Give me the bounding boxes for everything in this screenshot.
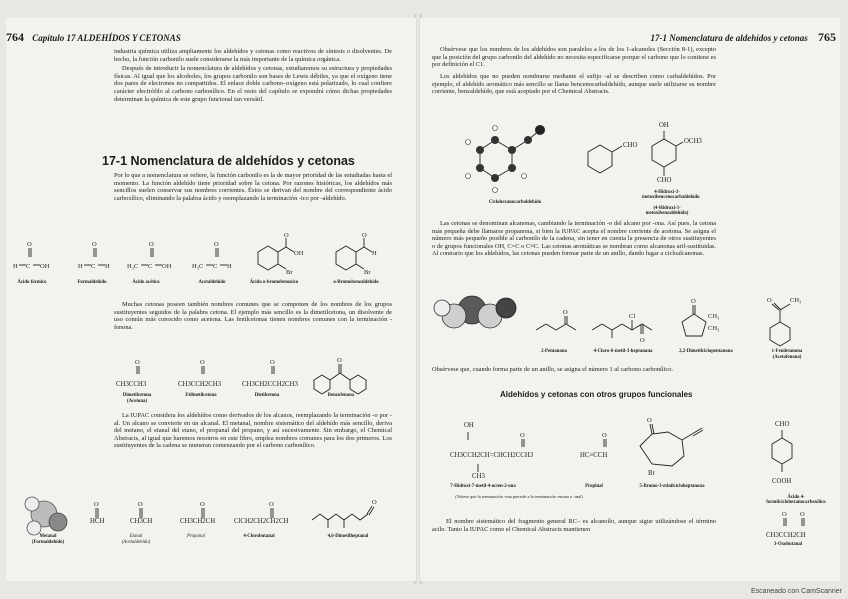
- caption-formic-acid: Ácido fórmico: [17, 280, 47, 285]
- label-och3-vanillin: OCH3: [684, 138, 702, 145]
- cyclic-aldehyde-text: Los aldehídos que no pueden nombrarse mediante el sufijo -al se describen como carbaldehídos. Por ejemplo, el aldehído aromático más sencillo se llama bencenocarbaldehído, aunque suele utilizarse su nombre corriente, benzaldehído, que está aceptado por el Chemical Abstracts.: [432, 73, 716, 96]
- formula-propanal: CH3CH2CH: [180, 518, 216, 525]
- caption-acetaldehido: (Acetaldehído): [121, 540, 151, 545]
- ketone-structures: [6, 346, 416, 396]
- intro-paragraph-1: industria química utiliza ampliamente los aldehídos y cetonas como reactivos de síntesis o disolventes. De hecho, la función carbonilo suele considerarse la más importante de la química orgánica.: [114, 48, 392, 63]
- caption-clorobutanal: 4-Clorobutanal: [243, 534, 275, 539]
- caption-o-bromobenzaldehyde: o-Bromobenzaldehído: [333, 280, 379, 285]
- acetophenone-structure: [767, 297, 801, 346]
- caption-acetaldehyde: Acetaldehído: [198, 280, 226, 285]
- svg-text:O: O: [362, 232, 367, 239]
- svg-text:O: O: [214, 241, 219, 248]
- caption-propinal: Propinal: [585, 484, 603, 489]
- caption-vanillin: 4-Hidroxi-3-metoxibencenocarbaldehído: [642, 190, 700, 200]
- chloro-methylheptanone-structure: [592, 313, 652, 344]
- running-head-left: Capítulo 17 ALDEHÍDOS Y CETONAS: [32, 33, 181, 43]
- intro-text: [114, 48, 392, 105]
- ketone-text: Muchas cetonas poseen también nombres comunes que se componen de los nombres de los grupos sustituyentes seguidos de la palabra cetona. El ejemplo más sencillo es la dimetilcetona, un disolvente de uso común más conocido como acetona. Las fenilcetonas tienen nombres comunes con la terminación -fenona.: [114, 301, 392, 331]
- benzaldehyde-ball-model-image: [466, 125, 546, 193]
- caption-dimetilheptanal: 4,6-Dimetilheptanal: [327, 534, 369, 539]
- svg-text:O: O: [270, 359, 275, 366]
- left-header: [6, 30, 181, 45]
- formaldehyde-model-image: [25, 497, 67, 535]
- svg-text:Br: Br: [286, 269, 293, 276]
- caption-etilmetilcetona: Etilmetilcetona: [185, 393, 217, 398]
- final-text: El nombre sistemático del fragmento general RC– es alcanoílo, aunque sigue utilizándose el término acilo. Tanto la IUPAC como el Chemical Abstracts mantienen: [432, 518, 716, 533]
- label-cho-cyclohexane: CHO: [623, 142, 638, 149]
- caption-o-bromobenzoic-acid: Ácido o-bromobenzoico: [249, 280, 299, 285]
- label-oh-vanillin: OH: [659, 122, 669, 129]
- bromo-ethynylcycloheptanone-structure: [640, 417, 703, 466]
- svg-text:O: O: [563, 309, 568, 316]
- note-terminacion: (Nótese que la terminación -ona precede a la terminación -enona o -inal): [455, 494, 583, 499]
- svg-text:Cl: Cl: [629, 313, 636, 320]
- formula-oxobutanal: CH3CCH2CH: [766, 532, 806, 539]
- section-title: 17-1 Nomenclatura de aldehídos y cetonas: [102, 154, 355, 168]
- svg-text:Br: Br: [364, 269, 371, 276]
- dimethylcyclopentanone-structure: [682, 298, 719, 336]
- label-cho-vanillin: CHO: [657, 177, 672, 184]
- formaldehyde-structure: [78, 241, 110, 270]
- caption-dietilcetona: Dietilcetona: [254, 393, 280, 398]
- acetaldehyde-structure: [192, 241, 232, 270]
- formula-etilmetilcetona: CH3CCH2CH3: [178, 381, 222, 388]
- caption-ciclohexanocarbaldehido: Ciclohexanocarbaldehído: [488, 200, 542, 205]
- svg-text:O: O: [602, 432, 607, 439]
- svg-text:O: O: [149, 241, 154, 248]
- caption-acetofenona: (Acetofenona): [772, 355, 802, 360]
- caption-formaldehido: (Formaldehído): [31, 540, 65, 545]
- caption-oxobutanal: 3-Oxobutanal: [773, 542, 803, 547]
- svg-text:O: O: [135, 359, 140, 366]
- svg-text:O: O: [640, 337, 645, 344]
- formula-etanal: CH3CH: [130, 518, 153, 525]
- caption-formilciclohexano-acido: Ácido 4-formilciclohexanocarboxílico: [766, 495, 826, 505]
- svg-text:O: O: [138, 501, 143, 508]
- caption-bromo-cicloheptanona: 5-Bromo-3-etinilcicloheptanona: [639, 484, 705, 489]
- svg-text:C: C: [213, 263, 218, 270]
- page-number-left: 764: [6, 30, 24, 44]
- running-head-right: 17-1 Nomenclatura de aldehídos y cetonas: [650, 33, 808, 43]
- svg-text:OH: OH: [40, 263, 50, 270]
- alkanone-text: Las cetonas se denominan alcanonas, cambiando la terminación -o del alcano por -ona. Así pues, la cetona más pequeña debe llamarse propanona, si bien la IUPAC acepta el nombre corriente de acetona. Se asigna el número más pequeño posible al carbonilo de la cadena, sin tener en cuenta la presencia de otros sustituyentes o de grupos funcionales OH, C=C o C≡C. Las cetonas aromáticas se nombran como alcanonas aril-sustituidas. Al contrario que los aldehídos, las cetonas pueden formar parte de un anillo, dando lugar a cicloalcanonas.: [432, 220, 716, 258]
- svg-text:O: O: [691, 298, 696, 305]
- dimethylheptanal-structure: [312, 499, 377, 528]
- svg-text:O: O: [520, 432, 525, 439]
- svg-text:C: C: [148, 263, 153, 270]
- o-bromobenzoic-acid-structure: [258, 232, 304, 276]
- cyclo-note: Obsérvese que, cuando forma parte de un anillo, se asigna el número 1 al carbono carbonílico.: [432, 366, 673, 373]
- svg-text:O: O: [782, 511, 787, 518]
- iupac-text: La IUPAC considera los aldehídos como derivados de los alcanos, reemplazando la terminación -o por -al. Un alcano se convierte en un alcanal. El metanal, nombre sistemático del aldehído más sencillo, deriva del metano, el etanal del etano, el propanal del propano, y así sucesivamente. Sin embargo, el Chemical Abstracts, al igual que haremos nosotros en este libro, emplea nombres comunes para los dos primeros. Los sustituyentes de la cadena se numeran comenzando por el carbono carbonílico.: [114, 412, 392, 450]
- svg-text:O: O: [337, 357, 342, 364]
- caption-etanal: Etanal: [129, 534, 143, 539]
- svg-text:O: O: [800, 511, 805, 518]
- caption-vanillin-alt: (4-Hidroxi-3-metoxibenzaldehído): [645, 206, 689, 216]
- svg-text:O: O: [92, 241, 97, 248]
- cyclohexanecarbaldehyde-structure: [588, 145, 622, 173]
- pentanone-space-filling-model-image: [434, 296, 516, 328]
- right-header: [651, 30, 837, 45]
- svg-text:H: H: [105, 263, 110, 270]
- svg-text:OH: OH: [162, 263, 172, 270]
- caption-benzofenona: Benzofenona: [327, 393, 355, 398]
- observe-text: Obsérvese que los nombres de los aldehídos son paralelos a los de los 1-alcanoles (Sección 8-1), excepto que la posición del grupo carbonilo del aldehído no necesita especificarse porque el carbono que lo contiene es por definición el C1.: [432, 46, 716, 69]
- right-page: [420, 18, 840, 581]
- formula-dimetilcetona: CH3CCH3: [116, 381, 147, 388]
- svg-text:O: O: [647, 417, 652, 424]
- o-bromobenzaldehyde-structure: [336, 232, 377, 276]
- svg-text:O: O: [284, 232, 289, 239]
- subheading-functional-groups: Aldehídos y cetonas con otros grupos funcionales: [500, 390, 693, 399]
- svg-text:O: O: [27, 241, 32, 248]
- formula-clorobutanal: ClCH2CH2CH2CH: [234, 518, 289, 525]
- svg-text:O: O: [767, 297, 772, 304]
- caption-hidroxi-octenona: 7-Hidroxi-7-metil-4-octen-2-ona: [450, 484, 516, 489]
- formula-propinal: HC≡CCH: [580, 452, 608, 459]
- caption-propanal: Propanal: [187, 534, 205, 539]
- pentanone-skeletal-structure: [536, 309, 576, 330]
- svg-text:O: O: [269, 501, 274, 508]
- svg-text:H: H: [372, 250, 377, 257]
- caption-dimetilciclopentanona: 2,2-Dimetilciclopentanona: [679, 349, 733, 354]
- label-ch3-octenone: CH3: [472, 473, 485, 480]
- caption-dimetilcetona: Dimetilcetona: [122, 393, 152, 398]
- formylcyclohexanecarboxylic-acid-structure: [772, 430, 792, 472]
- scanner-watermark: Escaneado con CamScanner: [750, 588, 842, 595]
- svg-text:O: O: [372, 499, 377, 506]
- section-text: Por lo que a nomenclatura se refiere, la función carbonilo es la de mayor prioridad de las estudiadas hasta el momento. La función aldehído tiene prioridad sobre la cetona. Por razones históricas, los aldehídos más sencillos suelen conservar sus nombres corrientes. Éstos se derivan del nombre del correspondiente ácido carboxílico, eliminando la palabra ácido y reemplazando la terminación -ico por -aldehído.: [114, 172, 392, 202]
- caption-feniletanona: 1-Feniletanona: [771, 349, 803, 354]
- page-number-right: 765: [818, 30, 836, 44]
- left-page: [6, 18, 416, 581]
- svg-text:CH₃: CH₃: [708, 325, 720, 332]
- svg-text:C: C: [26, 263, 31, 270]
- svg-text:H: H: [13, 263, 18, 270]
- caption-acetona: (Acetona): [127, 399, 147, 404]
- caption-formaldehyde: Formaldehído: [77, 280, 107, 285]
- formula-dietilcetona: CH3CH2CCH2CH3: [242, 381, 298, 388]
- label-oh-octenone: OH: [464, 422, 474, 429]
- svg-text:OH: OH: [294, 250, 304, 257]
- svg-text:O: O: [200, 501, 205, 508]
- caption-acetic-acid: Ácido acético: [132, 280, 160, 285]
- svg-text:CH₃: CH₃: [790, 297, 802, 304]
- caption-cloro-metil-heptanona: 4-Cloro-6-metil-3-heptanona: [593, 349, 653, 354]
- acetic-acid-structure: [127, 241, 172, 270]
- formula-metanal: HCH: [90, 518, 105, 525]
- svg-text:O: O: [200, 359, 205, 366]
- caption-metanal: Metanal: [39, 534, 57, 539]
- formula-octenone: CH3CCH2CH=CHCH2CCH3: [450, 452, 534, 459]
- formic-acid-structure: [13, 241, 50, 270]
- svg-text:H: H: [227, 263, 232, 270]
- svg-text:H: H: [78, 263, 83, 270]
- svg-text:O: O: [94, 501, 99, 508]
- svg-text:H₃C: H₃C: [192, 263, 204, 270]
- vanillin-structure: [652, 131, 683, 176]
- label-cooh: COOH: [772, 478, 792, 485]
- svg-text:H₃C: H₃C: [127, 263, 139, 270]
- benzophenone-structure: [314, 357, 366, 394]
- svg-text:CH₃: CH₃: [708, 313, 720, 320]
- label-br-cycloheptanone: Br: [648, 470, 655, 477]
- caption-pentanona: 2-Pentanona: [541, 349, 567, 354]
- intro-paragraph-2: Después de introducir la nomenclatura de aldehídos y cetonas, estudiaremos su estructura y propiedades físicas. Al igual que los alcoholes, los grupos carbonilo son bases de Lewis débiles, ya que el oxígeno tiene dos pares de electrones no compartidos. El enlace doble carbono–oxígeno está polarizado, lo cual confiere carácter electrófilo al carbono carbonílico. En el resto del capítulo se expondrá cómo dichas propiedades determinan la química de este grupo funcional tan versátil.: [114, 65, 392, 103]
- svg-text:C: C: [91, 263, 96, 270]
- top-structures: [420, 110, 840, 205]
- label-cho-cyclohexane-acid: CHO: [775, 421, 790, 428]
